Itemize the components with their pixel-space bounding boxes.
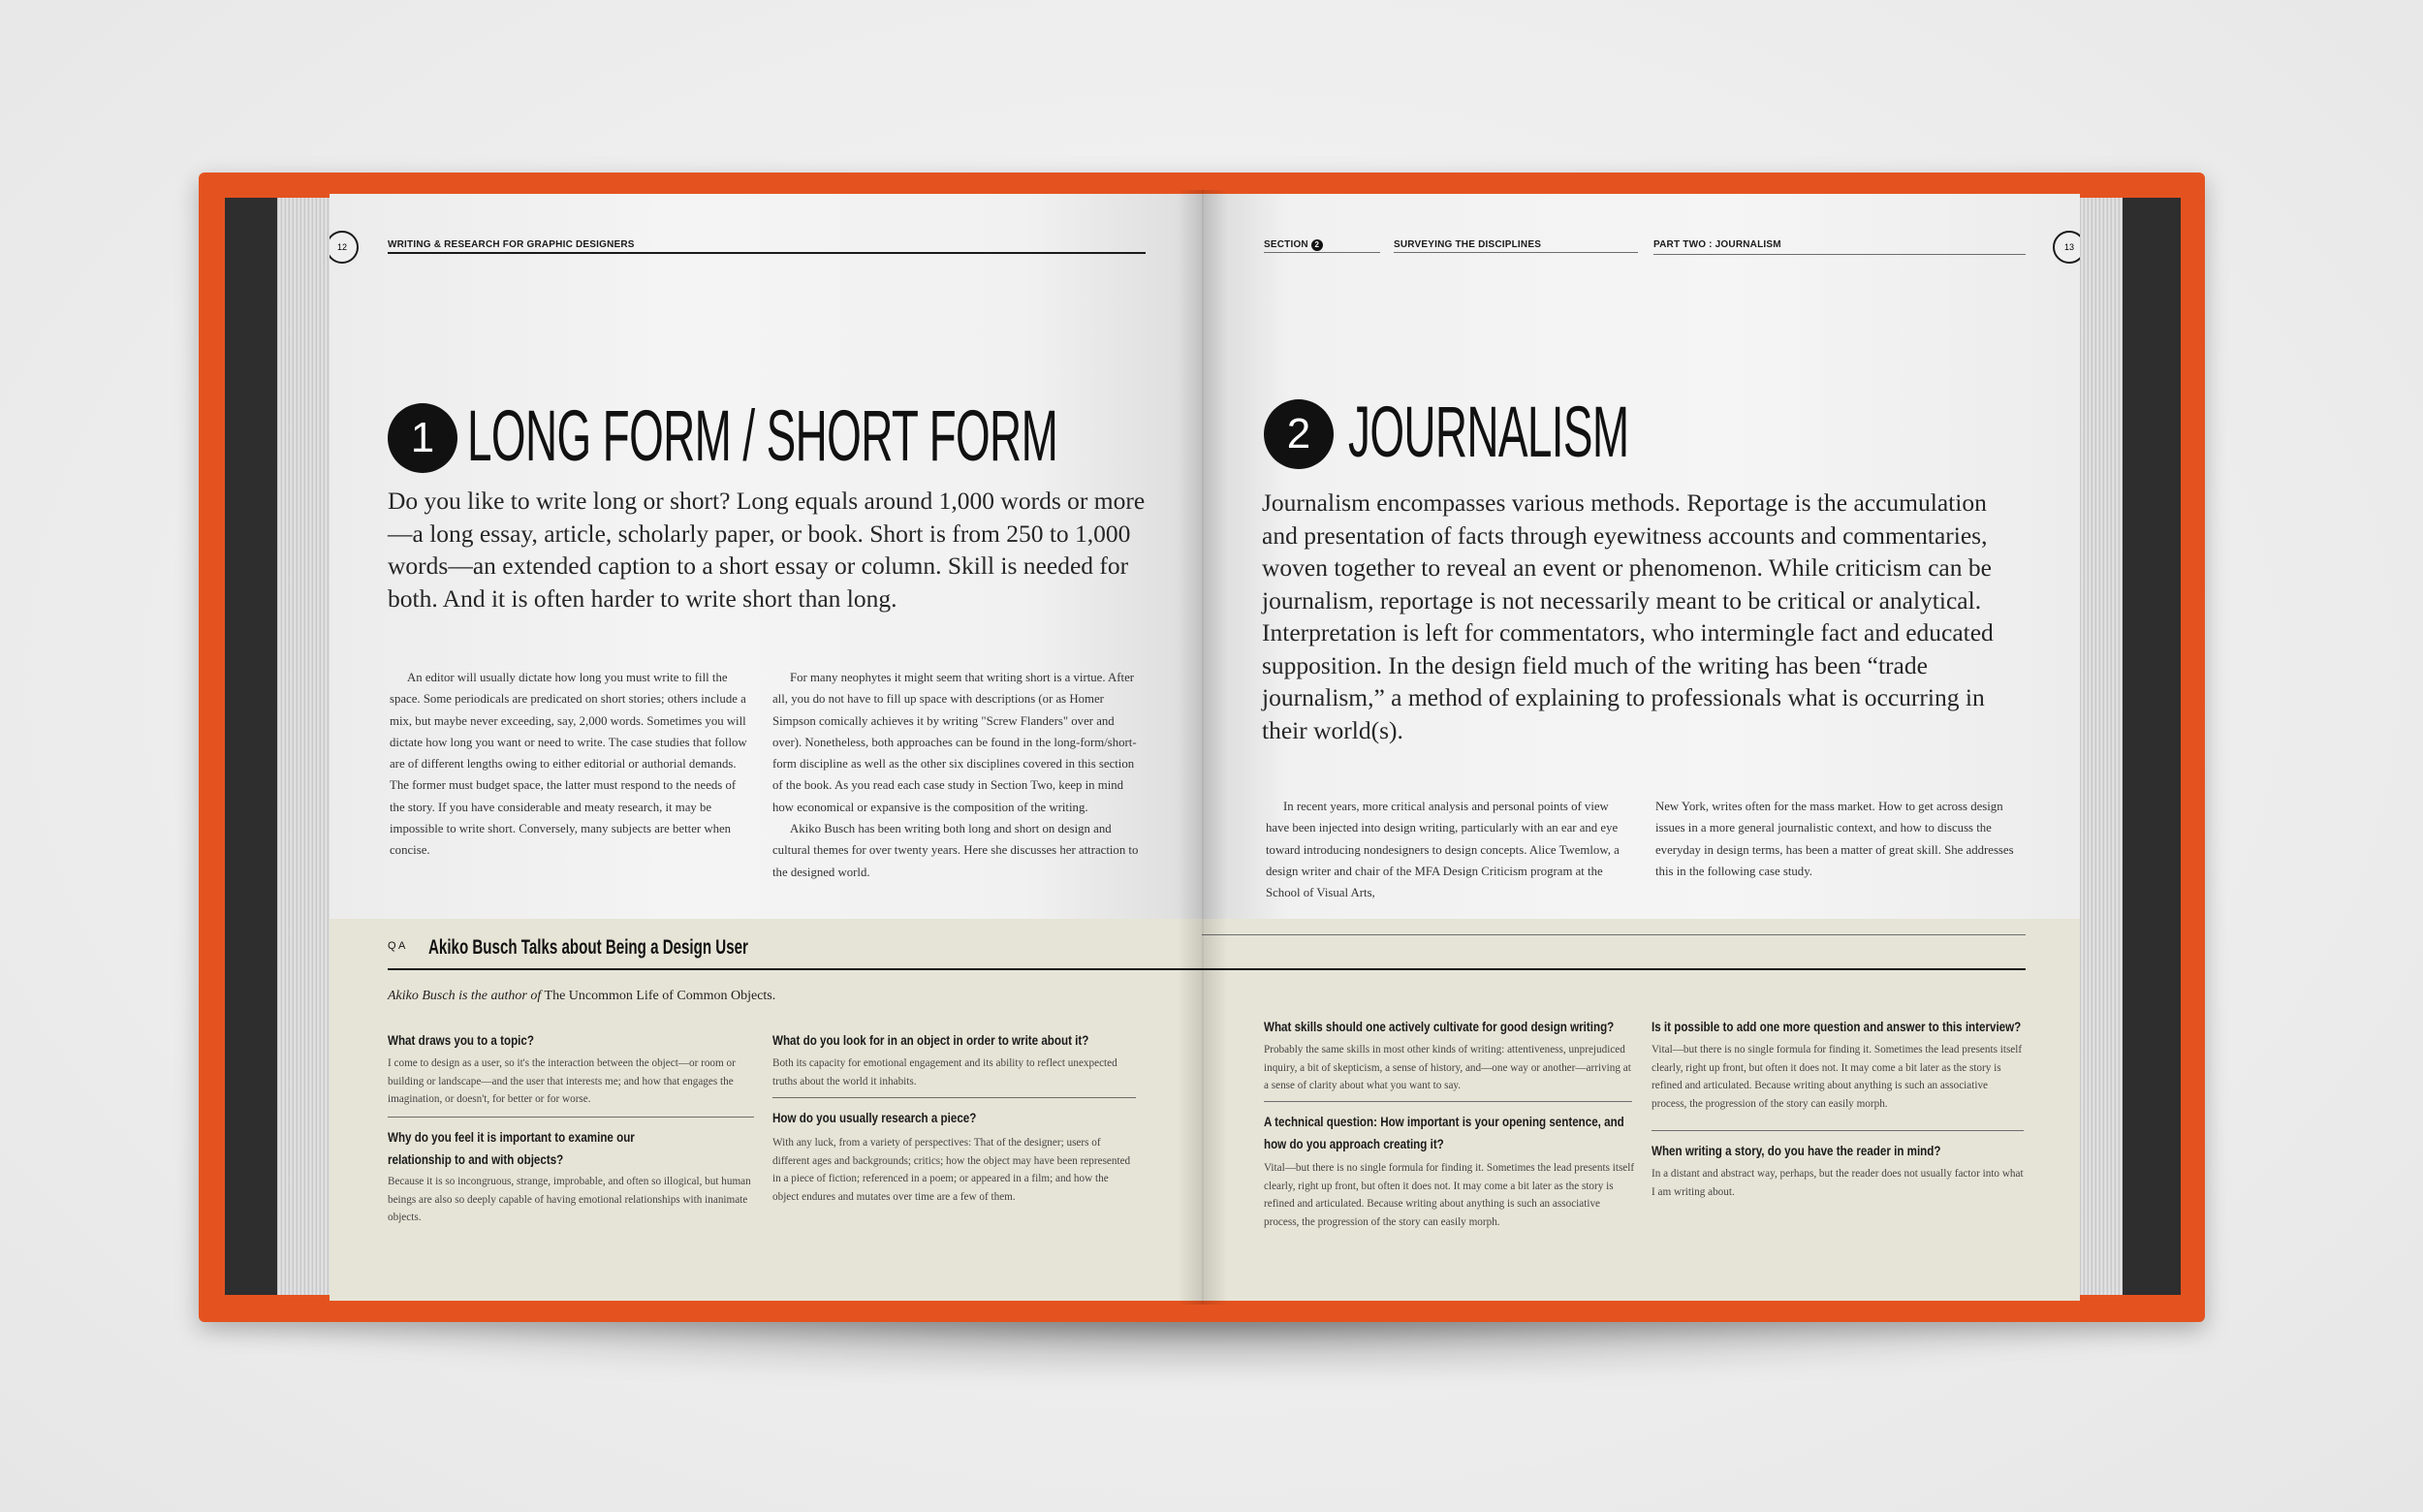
lead-paragraph: Do you like to write long or short? Long equals around 1,000 words or more—a long essay, article, scholarly paper, or book. Short is from 250 to 1,000 words—an extended caption to a short essay or column. Skill is needed for both. And it is often harder to write short than long.	[388, 487, 1146, 613]
qa-question: What draws you to a topic?	[388, 1033, 534, 1048]
chapter-title: LONG FORM / SHORT FORM	[467, 395, 1058, 476]
running-head-left: WRITING & RESEARCH FOR GRAPHIC DESIGNERS	[388, 239, 635, 250]
body-column-2: New York, writes often for the mass market. How to get across design issues in a more general journalistic context, and how to discuss the everyday in design terms, has been a matter of great skill. She addresses this in the following case study.	[1655, 800, 2014, 878]
sidebar-intro-italic: Akiko Busch is the author of	[388, 989, 542, 1003]
qa-answer: With any luck, from a variety of perspectives: That of the designer; users of different ages and backgrounds; critics; how the object may have been represented in a piece of fiction; referenced in a poem; or appeared in a film; and how the object endures and mutates over time are a few of them.	[772, 1137, 1131, 1203]
chapter-number-badge: 1	[388, 403, 457, 473]
qa-icon: Q A	[388, 940, 406, 952]
sidebar-rule	[388, 968, 1202, 970]
qa-answer: Because it is so incongruous, strange, improbable, and often so illogical, but human beings are also so deeply capable of having emotional relationships with inanimate objects.	[388, 1176, 751, 1223]
qa-question: Why do you feel it is important to examine our relationship to and with objects?	[388, 1130, 635, 1167]
running-head-middle: SURVEYING THE DISCIPLINES	[1394, 239, 1542, 250]
qa-question: Is it possible to add one more question and answer to this interview?	[1652, 1020, 2022, 1034]
sidebar-rule-right	[1202, 968, 2026, 970]
right-page	[1202, 194, 2080, 1301]
qa-divider	[772, 1097, 1136, 1098]
right-page-edges	[2080, 198, 2181, 1295]
folio-left: 12	[330, 231, 359, 264]
qa-question: What skills should one actively cultivate for good design writing?	[1264, 1020, 1615, 1034]
qa-answer: Probably the same skills in most other kinds of writing: attentiveness, unprejudiced inquiry, a bit of skepticism, a sense of history, and—one way or another—arriving at a sense of clarity about what you want to say.	[1264, 1044, 1631, 1091]
qa-question: A technical question: How important is your opening sentence, and how do you approach creating it?	[1264, 1115, 1624, 1151]
body-column-2	[772, 667, 1146, 883]
body-paragraph: For many neophytes it might seem that writing short is a virtue. After all, you do not have to fill up space with descriptions (or as Homer Simpson comically achieves it by writing "Screw Flanders" over and over). Nonetheless, both approaches can be found in the long-form/short-form discipline as well as the other six disciplines covered in this section of the book. As you read each case study in Section Two, keep in mind how economical or expansive is the composition of the writing.	[772, 671, 1137, 814]
qa-answer: I come to design as a user, so it's the interaction between the object—or room or building or landscape—and the user that interests me; and how that engages the imagination, or doesn't, for better or for worse.	[388, 1057, 736, 1105]
qa-answer: Both its capacity for emotional engagement and its ability to reflect unexpected truths about the world it inhabits.	[772, 1057, 1117, 1087]
qa-answer: Vital—but there is no single formula for finding it. Sometimes the lead presents itself clearly, right up front, but often it does not. It may come a bit later as the story is refined and articulated. Because writing about anything is such an associative process, the progression of the story can easily morph.	[1652, 1044, 2023, 1110]
body-paragraph: Akiko Busch has been writing both long and short on design and cultural themes for over twenty years. Here she discusses her attraction to the designed world.	[772, 822, 1139, 879]
sidebar-intro-book: The Uncommon Life of Common Objects.	[544, 989, 776, 1003]
lead-paragraph: Journalism encompasses various methods. Reportage is the accumulation and presentation of facts through eyewitness accounts and commentaries, woven together to reveal an event or phenomenon. While criticism can be journalism, reportage is not necessarily meant to be critical or analytical. Interpretation is left for commentators, who intermingle fact and educated supposition. In the design field much of the writing has been “trade journalism,” a method of explaining to professionals what is occurring in their world(s).	[1262, 488, 1994, 744]
header-rule-right-3	[1653, 254, 2026, 255]
qa-question: What do you look for in an object in order to write about it?	[772, 1033, 1089, 1048]
sidebar-title: Akiko Busch Talks about Being a Design User	[428, 936, 748, 959]
left-page	[330, 194, 1202, 1301]
qa-divider	[1264, 1101, 1632, 1102]
header-rule-right-2	[1394, 252, 1638, 253]
folio-right: 13	[2053, 231, 2080, 264]
sidebar-intro	[388, 989, 1144, 1004]
running-head-section	[1264, 239, 1323, 251]
qa-divider	[1652, 1130, 2024, 1131]
section-label: SECTION	[1264, 239, 1308, 250]
running-head-part: PART TWO : JOURNALISM	[1653, 239, 1781, 250]
body-column-1: An editor will usually dictate how long you must write to fill the space. Some periodicals are predicated on short stories; others include a mix, but maybe never exceeding, say, 2,000 words. Sometimes you will dictate how long you want or need to write. The case studies that follow are of different lengths owing to either editorial or authorial demands. The former must budget space, the latter must respond to the needs of the story. If you have considerable and meaty research, it may be impossible to write short. Conversely, many subjects are better when concise.	[390, 671, 747, 858]
chapter-number-badge: 2	[1264, 399, 1334, 469]
section-number-badge: 2	[1311, 239, 1323, 251]
left-page-edges	[225, 198, 331, 1295]
qa-answer: In a distant and abstract way, perhaps, but the reader does not usually factor into what I am writing about.	[1652, 1168, 2024, 1198]
qa-answer: Vital—but there is no single formula for finding it. Sometimes the lead presents itself clearly, right up front, but often it does not. It may come a bit later as the story is refined and articulated. Because writing about anything is such an associative process, the progression of the story can easily morph.	[1264, 1162, 1635, 1228]
qa-question: How do you usually research a piece?	[772, 1111, 977, 1125]
body-column-1: In recent years, more critical analysis and personal points of view have been injected into design writing, particularly with an ear and eye toward introducing nondesigners to design concepts. Alice Twemlow, a design writer and chair of the MFA Design Criticism program at the School of Visual Arts,	[1266, 800, 1620, 900]
sidebar-top-rule-right	[1202, 934, 2026, 935]
qa-question: When writing a story, do you have the reader in mind?	[1652, 1144, 1941, 1158]
header-rule-right-1	[1264, 252, 1380, 253]
header-rule-left	[388, 252, 1146, 254]
qa-divider	[388, 1117, 754, 1118]
chapter-title: JOURNALISM	[1348, 392, 1629, 472]
